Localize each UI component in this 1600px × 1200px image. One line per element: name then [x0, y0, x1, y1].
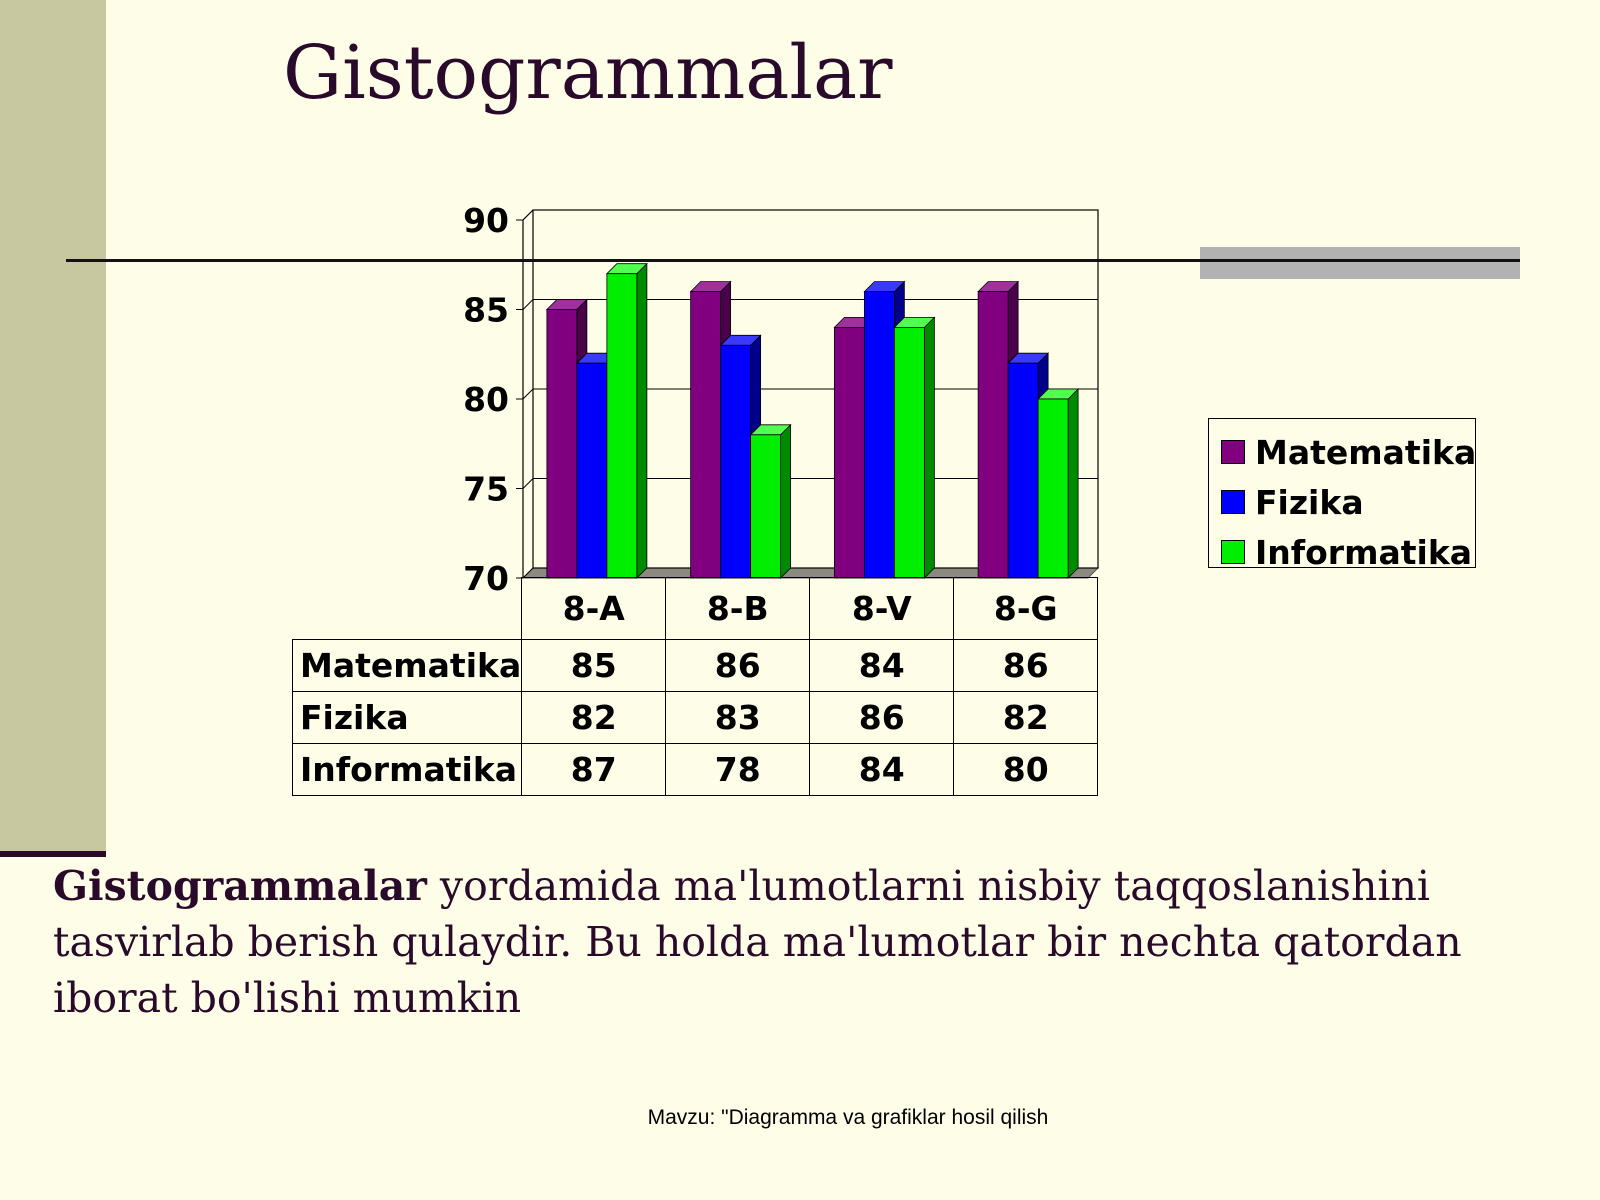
legend-label-informatika: Informatika	[1255, 532, 1473, 572]
legend-item-fizika	[1221, 477, 1475, 527]
table-category-header: 8-A	[522, 578, 666, 640]
bar-informatika-8-b-side	[781, 425, 791, 578]
legend-label-fizika: Fizika	[1255, 482, 1364, 522]
table-cell: 86	[954, 640, 1098, 692]
table-cell: 84	[810, 640, 954, 692]
bar-informatika-8-b	[751, 435, 781, 578]
bar-informatika-8-v	[894, 327, 924, 578]
table-cell: 78	[666, 744, 810, 796]
table-header-row	[293, 578, 1098, 640]
table-row-label: Informatika	[293, 744, 522, 796]
chart-legend	[1208, 418, 1477, 572]
bar-fizika-8-b	[721, 345, 751, 578]
legend-item-matematika	[1221, 427, 1475, 477]
gridline-depth	[523, 210, 533, 220]
table-cell: 87	[522, 744, 666, 796]
horizontal-rule	[66, 259, 1520, 262]
bar-matematika-8-b	[691, 292, 721, 578]
legend-label-matematika: Matematika	[1255, 432, 1477, 472]
table-row-matematika	[293, 640, 1098, 692]
table-cell: 82	[522, 692, 666, 744]
table-row-label: Fizika	[293, 692, 522, 744]
slide-body-text	[53, 858, 1533, 1026]
bar-informatika-8-g-side	[1068, 389, 1078, 578]
table-cell: 80	[954, 744, 1098, 796]
table-row-informatika	[293, 744, 1098, 796]
y-tick-label: 80	[463, 380, 509, 419]
bar-informatika-8-a	[607, 274, 637, 578]
y-tick-label: 85	[463, 290, 509, 330]
bar-informatika-8-g	[1038, 399, 1068, 578]
table-cell: 83	[666, 692, 810, 744]
bar-matematika-8-g	[978, 292, 1008, 578]
gridline-depth	[523, 389, 533, 399]
y-tick-label: 75	[463, 469, 509, 509]
bar-matematika-8-a	[547, 310, 577, 579]
gridline-depth	[523, 479, 533, 489]
bar-fizika-8-v	[864, 292, 894, 578]
bar-fizika-8-g	[1008, 363, 1038, 578]
y-tick-label: 90	[463, 201, 509, 240]
body-bold-term: Gistogrammalar	[53, 862, 427, 910]
legend-swatch-fizika	[1221, 490, 1245, 514]
table-cell: 86	[810, 692, 954, 744]
table-cell: 84	[810, 744, 954, 796]
table-category-header: 8-G	[954, 578, 1098, 640]
table-cell: 82	[954, 692, 1098, 744]
legend-swatch-matematika	[1221, 440, 1245, 464]
legend-swatch-informatika	[1221, 540, 1245, 564]
table-row-fizika	[293, 692, 1098, 744]
table-corner-cell	[293, 578, 522, 640]
bar-matematika-8-v	[834, 327, 864, 578]
bar-informatika-8-a-side	[637, 264, 647, 578]
table-category-header: 8-V	[810, 578, 954, 640]
slide-title: Gistogrammalar	[283, 30, 893, 116]
y-tick-label: 70	[463, 559, 509, 598]
chart-data-table	[292, 577, 1098, 796]
bar-fizika-8-a	[577, 363, 607, 578]
body-description: yordamida ma'lumotlarni nisbiy taqqoslanishini tasvirlab berish qulaydir. Bu holda ma'lumotlar bir nechta qatordan iborat bo'lishi mumkin	[53, 862, 1462, 1022]
table-row-label: Matematika	[293, 640, 522, 692]
table-category-header: 8-B	[666, 578, 810, 640]
gridline-depth	[523, 300, 533, 310]
legend-item-informatika	[1221, 527, 1475, 577]
table-cell: 86	[666, 640, 810, 692]
table-cell: 85	[522, 640, 666, 692]
slide-footer: Mavzu: "Diagramma va grafiklar hosil qilish	[647, 1106, 1049, 1129]
bar-informatika-8-v-side	[924, 317, 934, 578]
